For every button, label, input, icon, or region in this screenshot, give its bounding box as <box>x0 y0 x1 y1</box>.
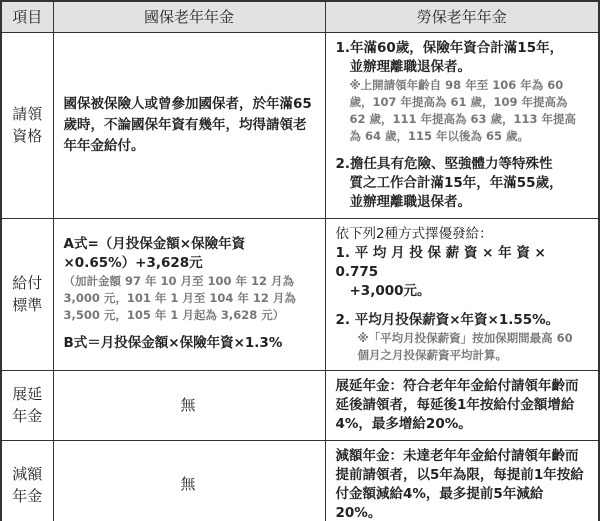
row-reduced <box>1 440 599 521</box>
row-label: 減額 年金 <box>1 440 53 521</box>
header-row <box>1 1 599 32</box>
national-benefit: A式=（月投保金額×保險年資 ×0.65%）+3,628元 （加計金額 97 年 10 月至 100 年 12 月為 3,000 元，101 年 1 月至 104 年 12 月為 3,500 元，105 年 1 月起為 3,628 元） B式＝月投保金額×保險年資×1.3% <box>53 218 325 370</box>
row-label: 請領 資格 <box>1 32 53 218</box>
national-deferred: 無 <box>53 370 325 440</box>
header-national: 國保老年年金 <box>53 1 325 32</box>
labor-reduced: 減額年金：未達老年年金給付請領年齡而提前請領者，以5年為限，每提前1年按給付金額減給4%，最多提前5年減給20%。 <box>325 440 599 521</box>
national-reduced: 無 <box>53 440 325 521</box>
national-eligibility: 國保被保險人或曾參加國保者，於年滿65歲時，不論國保年資有幾年，均得請領老年年金給付。 <box>53 32 325 218</box>
header-labor: 勞保老年年金 <box>325 1 599 32</box>
header-item: 項目 <box>1 1 53 32</box>
row-eligibility <box>1 32 599 218</box>
row-deferred <box>1 370 599 440</box>
labor-deferred: 展延年金：符合老年年金給付請領年齡而延後請領者，每延後1年按給付金額增給4%，最多增給20%。 <box>325 370 599 440</box>
labor-eligibility: 1.年滿60歲，保險年資合計滿15年， 並辦理離職退保者。 ※上開請領年齡自 98 年至 106 年為 60 歲，107 年提高為 61 歲，109 年提高為 62 歲，111 年提高為 63 歲，113 年提高為 64 歲，115 年以後為 65 歲。 2.擔任具有危險、堅強體力等特殊性 質之工作合計滿15年，年滿55歲， 並辦理離職退保者。 <box>325 32 599 218</box>
labor-benefit: 依下列2種方式擇優發給： 1. 平 均 月 投 保 薪 資 × 年 資 × 0.775 +3,000元。 2. 平均月投保薪資×年資×1.55%。 ※「平均月投保薪資」按加保期間最高 60 個月之月投保薪資平均計算。 <box>325 218 599 370</box>
row-label: 給付 標準 <box>1 218 53 370</box>
row-label: 展延 年金 <box>1 370 53 440</box>
row-benefit <box>1 218 599 370</box>
